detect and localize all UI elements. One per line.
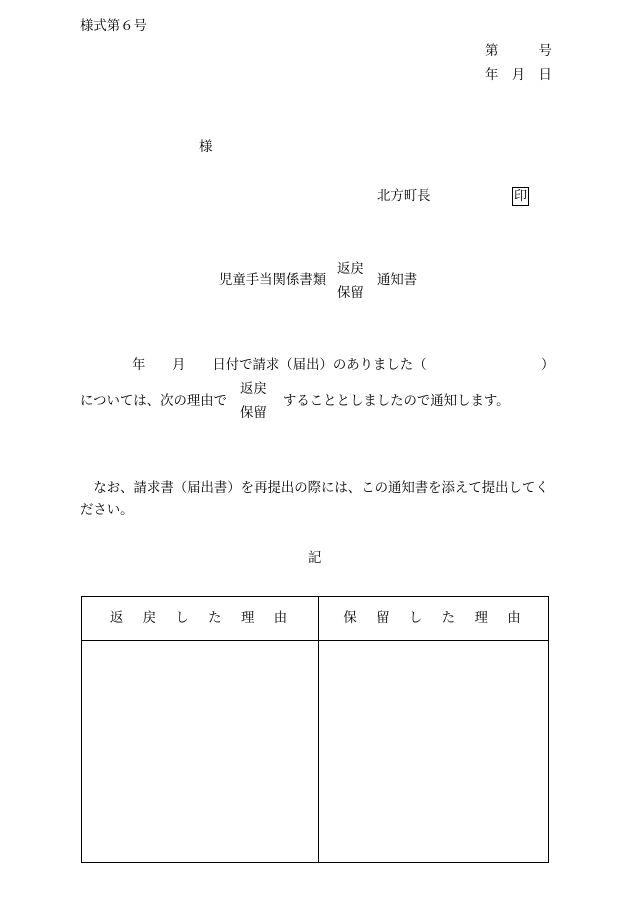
note-line-2: ださい。 (80, 503, 134, 518)
seal-mark: 印 (513, 189, 527, 204)
issue-date: 年 月 日 (485, 68, 552, 83)
body-line-1-close-paren: ） (541, 358, 555, 373)
body-line-1: 年 月 日付で請求（届出）のありました（ (132, 358, 427, 373)
addressee-honorific: 様 (199, 140, 213, 155)
body-option-hold: 保留 (240, 406, 267, 421)
title-option-stack (337, 258, 364, 306)
title-option-hold: 保留 (337, 286, 364, 301)
cell-return-reason (82, 641, 318, 862)
form-number: 様式第６号 (80, 19, 147, 34)
ki-heading: 記 (308, 551, 322, 566)
document-title: 児童手当関係書類 (219, 273, 327, 288)
reason-table (81, 596, 549, 863)
header-return-reason: 返 戻 し た 理 由 (109, 611, 291, 626)
document-title-suffix: 通知書 (377, 273, 418, 288)
document-number: 第 号 (485, 44, 552, 59)
header-hold-reason: 保 留 し た 理 由 (343, 611, 524, 626)
body-line-2-suffix: することとしましたので通知します。 (283, 394, 510, 409)
title-option-return: 返戻 (337, 262, 364, 277)
body-option-return: 返戻 (240, 382, 267, 397)
body-line-2-prefix: については、次の理由で (80, 394, 228, 409)
note-line-1: なお、請求書（届出書）を再提出の際には、この通知書を添えて提出してく (80, 481, 549, 496)
issuer-name: 北方町長 (377, 189, 431, 204)
body-option-stack (240, 378, 267, 426)
cell-hold-reason (319, 641, 548, 862)
